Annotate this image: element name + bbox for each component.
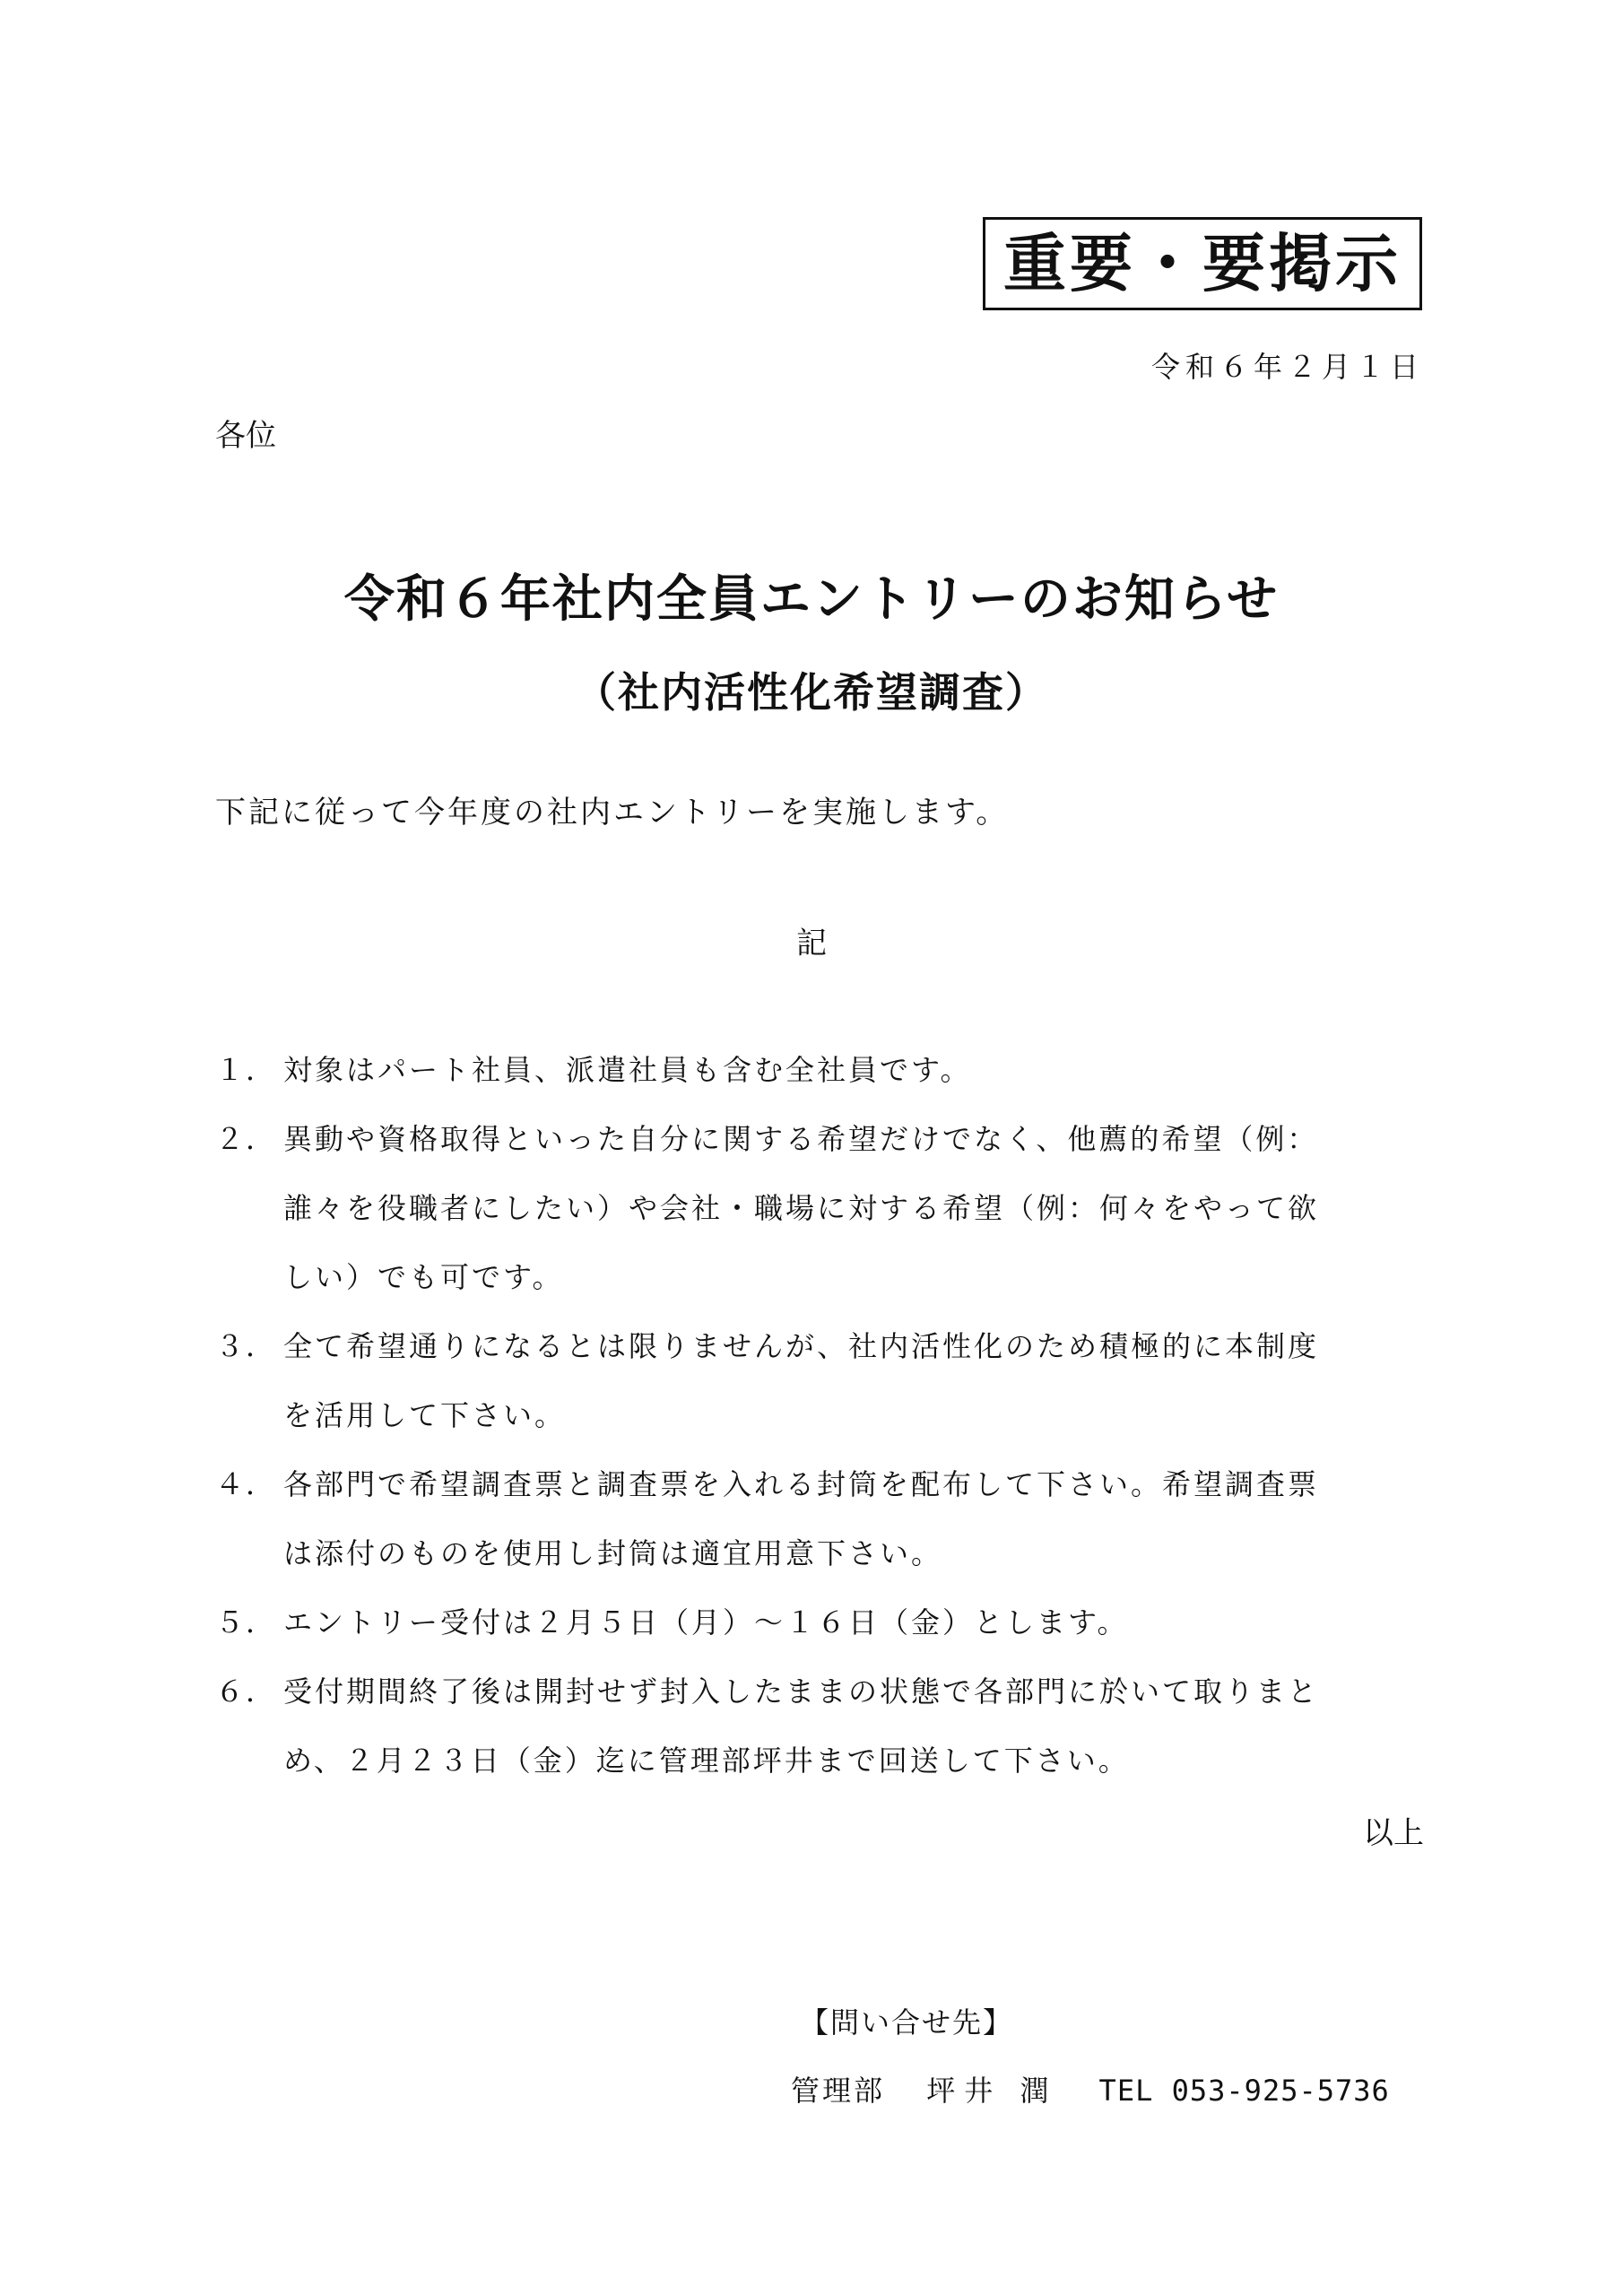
item-number: ３． [215,1329,277,1363]
item-line: め、２月２３日（金）迄に管理部坪井まで回送して下さい。 [283,1744,1130,1778]
intro-text: 下記に従って今年度の社内エントリーを実施します。 [215,795,1010,831]
page-title: 令和６年社内全員エントリーのお知らせ [343,570,1280,629]
contact-name: 坪井 潤 [926,2074,1058,2108]
item-text [283,1312,1426,1450]
item-number: ２． [215,1122,277,1156]
item-text [283,1450,1426,1588]
item-line: 各部門で希望調査票と調査票を入れる封筒を配布して下さい。希望調査票 [283,1467,1320,1501]
item-line: しい）でも可です。 [283,1260,564,1294]
notice-date: 令和６年２月１日 [1150,350,1424,384]
contact-heading: 【問い合せ先】 [800,2005,1014,2039]
ki-heading: 記 [796,926,827,961]
item-text [283,1588,1426,1657]
list-item [215,1105,1426,1312]
list-item [215,1450,1426,1588]
item-line: を活用して下さい。 [283,1398,567,1432]
contact-phone: TEL 053-925-5736 [1098,2074,1390,2108]
item-text [283,1105,1426,1312]
item-number: ４． [215,1467,277,1501]
contact-info [791,2068,1390,2109]
list-item [215,1657,1426,1796]
contact-department: 管理部 [791,2074,886,2108]
item-line: 異動や資格取得といった自分に関する希望だけでなく、他薦的希望（例： [283,1122,1319,1156]
closing-ijou: 以上 [1363,1815,1424,1851]
list-item [215,1312,1426,1450]
item-number: ６． [215,1674,277,1709]
notice-items [215,1036,1426,1796]
item-number: ５． [215,1605,277,1639]
important-posting-stamp: 重要・要掲示 [983,217,1422,310]
item-text [283,1036,1426,1105]
page-subtitle: （社内活性化希望調査） [575,668,1048,717]
list-item [215,1588,1426,1657]
item-text [283,1657,1426,1796]
item-line: は添付のものを使用し封筒は適宜用意下さい。 [283,1536,943,1570]
item-line: エントリー受付は２月５日（月）～１６日（金）とします。 [283,1605,1129,1639]
item-line: 受付期間終了後は開封せず封入したままの状態で各部門に於いて取りまと [283,1674,1320,1709]
item-line: 誰々を役職者にしたい）や会社・職場に対する希望（例：何々をやって欲 [283,1191,1320,1225]
item-number: １． [215,1053,277,1087]
item-line: 全て希望通りになるとは限りませんが、社内活性化のため積極的に本制度 [283,1329,1320,1363]
list-item [215,1036,1426,1105]
item-line: 対象はパート社員、派遣社員も含む全社員です。 [283,1053,972,1087]
addressee: 各位 [215,418,276,454]
